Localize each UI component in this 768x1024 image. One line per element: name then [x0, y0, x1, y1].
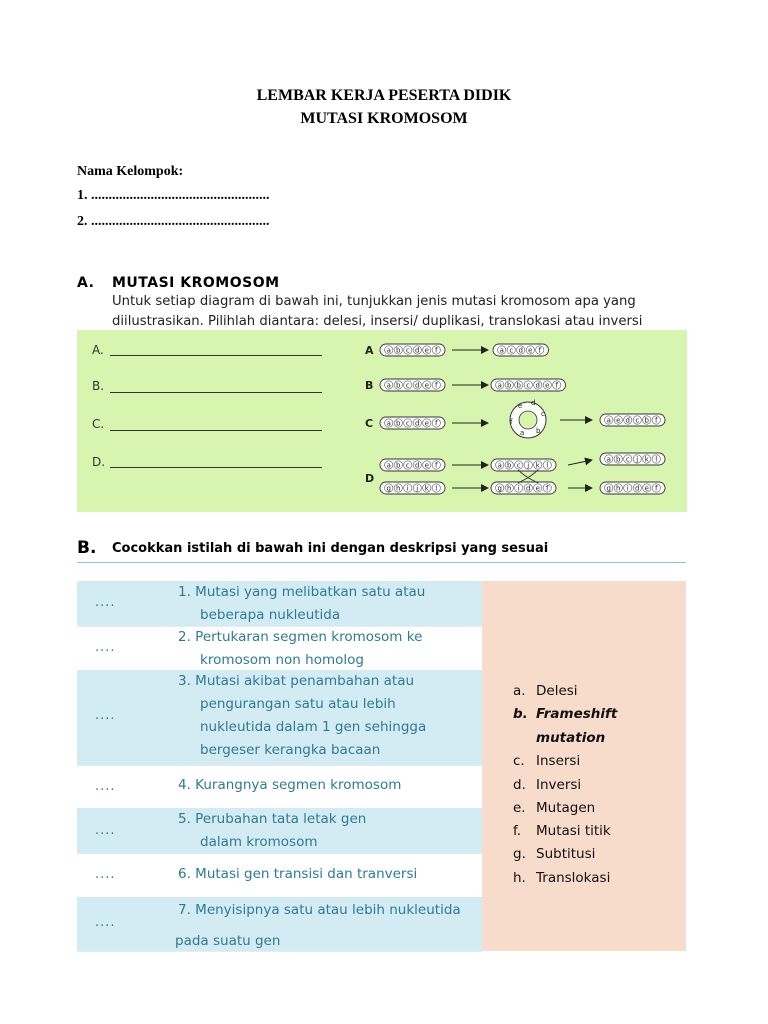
option-b-continued: mutation: [536, 730, 606, 746]
gene-label: f: [546, 484, 549, 493]
gene-label: e: [424, 461, 429, 470]
gene-label: b: [644, 416, 649, 425]
section-a-letter: A.: [77, 275, 95, 291]
table-row: [77, 765, 482, 809]
diagram-label-d: D: [365, 472, 375, 485]
section-b-title: Cocokkan istilah di bawah ini dengan deskripsi yang sesuai: [112, 541, 549, 556]
answer-line-b[interactable]: [110, 392, 322, 393]
gene-label: h: [616, 484, 621, 493]
gene-label: b: [536, 427, 541, 435]
gene-label: e: [424, 381, 429, 390]
gene-label: e: [528, 346, 533, 355]
section-a-instruction-1: Untuk setiap diagram di bawah ini, tunjukkan jenis mutasi kromosom apa yang: [112, 294, 636, 309]
gene-label: d: [531, 399, 536, 407]
description-5: 5. Perubahan tata letak gen dalam kromosom: [178, 811, 367, 850]
option-d: d. Inversi: [513, 777, 582, 793]
description-2: 2. Pertukaran segmen kromosom ke kromosom non homolog: [178, 629, 423, 668]
answer-label-d: D.: [92, 455, 106, 469]
answer-blank[interactable]: ....: [95, 640, 116, 655]
gene-label: f: [435, 381, 438, 390]
chromosome-d-before-top: [380, 459, 445, 471]
gene-label: i: [406, 484, 409, 493]
gene-label: c: [526, 381, 531, 390]
gene-label: e: [535, 484, 540, 493]
gene-label: c: [625, 455, 630, 464]
option-f: f. Mutasi titik: [513, 823, 611, 839]
option-c: c. Insersi: [513, 753, 581, 769]
chromosome-b-before: [380, 379, 445, 391]
gene-label: c: [541, 410, 545, 418]
gene-label: b: [396, 381, 401, 390]
group-member-1: 1. ...................................................: [77, 188, 270, 203]
gene-label: c: [405, 419, 410, 428]
gene-label: c: [635, 416, 640, 425]
gene-label: b: [616, 455, 621, 464]
gene-label: f: [435, 346, 438, 355]
gene-label: c: [405, 346, 410, 355]
gene-label: a: [606, 416, 611, 425]
gene-label: a: [386, 419, 391, 428]
gene-label: g: [606, 484, 611, 493]
gene-label: a: [497, 461, 502, 470]
gene-label: a: [499, 346, 504, 355]
gene-label: f: [510, 418, 513, 426]
gene-label: c: [405, 461, 410, 470]
option-h: h. Translokasi: [513, 870, 611, 886]
answer-blank[interactable]: ....: [95, 915, 116, 930]
gene-label: d: [526, 484, 531, 493]
worksheet-subtitle: MUTASI KROMOSOM: [300, 110, 468, 127]
gene-label: h: [507, 484, 512, 493]
diagram-label-c: C: [365, 417, 374, 430]
gene-label: f: [655, 416, 658, 425]
answer-blank[interactable]: ....: [95, 823, 116, 838]
description-1: 1. Mutasi yang melibatkan satu atau beberapa nukleutida: [178, 584, 426, 623]
gene-label: j: [416, 484, 419, 493]
gene-label: e: [545, 381, 550, 390]
gene-label: f: [435, 419, 438, 428]
gene-label: a: [497, 381, 502, 390]
gene-label: d: [625, 416, 630, 425]
gene-label: f: [655, 484, 658, 493]
table-row: [77, 853, 482, 898]
section-a-instruction-2: diilustrasikan. Pilihlah diantara: delesi, insersi/ duplikasi, translokasi atau inversi: [112, 314, 643, 329]
gene-label: a: [386, 461, 391, 470]
gene-label: e: [424, 346, 429, 355]
gene-label: e: [644, 484, 649, 493]
gene-label: a: [386, 346, 391, 355]
arrow-icon: [568, 460, 592, 465]
answer-label-b: B.: [92, 379, 105, 393]
description-3: 3. Mutasi akibat penambahan atau pengurangan satu atau lebih nukleutida dalam 1 gen sehingga bergeser kerangka bacaan: [178, 673, 427, 758]
gene-label: l: [655, 455, 658, 464]
chromosome-d-exchange-bottom: [491, 482, 556, 494]
answer-label-c: C.: [92, 417, 105, 431]
gene-label: j: [527, 461, 530, 470]
description-4: 4. Kurangnya segmen kromosom: [178, 777, 402, 793]
chromosome-c-before: [380, 417, 445, 429]
chromosome-c-inversion-loop: [510, 399, 546, 438]
option-g: g. Subtitusi: [513, 846, 596, 862]
chromosome-c-after: [600, 414, 665, 426]
answer-blank[interactable]: ....: [95, 708, 116, 723]
gene-label: b: [516, 381, 521, 390]
chromosome-a-after: [493, 344, 549, 356]
gene-label: b: [507, 461, 512, 470]
option-e: e. Mutagen: [513, 800, 596, 816]
gene-label: j: [636, 455, 639, 464]
gene-label: c: [509, 346, 514, 355]
option-a: a. Delesi: [513, 683, 578, 699]
gene-label: e: [424, 419, 429, 428]
gene-label: h: [396, 484, 401, 493]
answer-line-d[interactable]: [110, 467, 322, 468]
table-row: [77, 670, 482, 766]
table-row: [77, 581, 482, 627]
group-member-2: 2. ...................................................: [77, 214, 270, 229]
answer-blank[interactable]: ....: [95, 779, 116, 794]
gene-label: l: [546, 461, 549, 470]
table-row: [77, 808, 482, 854]
chromosome-d-after-bottom: [600, 482, 665, 494]
gene-label: d: [415, 381, 420, 390]
gene-label: a: [386, 381, 391, 390]
option-b: b. Frameshift: [513, 706, 618, 722]
worksheet-title: LEMBAR KERJA PESERTA DIDIK: [256, 87, 512, 104]
group-name-label: Nama Kelompok:: [77, 164, 184, 179]
chromosome-mutation-diagrams: [360, 332, 685, 510]
chromosome-b-after: [491, 379, 566, 391]
gene-label: c: [516, 461, 521, 470]
gene-label: b: [507, 381, 512, 390]
gene-label: k: [535, 461, 540, 470]
gene-label: g: [386, 484, 391, 493]
answer-blank[interactable]: ....: [95, 595, 116, 610]
description-6: 6. Mutasi gen transisi dan tranversi: [178, 866, 418, 882]
table-row: [77, 897, 482, 952]
gene-label: b: [396, 419, 401, 428]
gene-label: f: [555, 381, 558, 390]
gene-label: e: [616, 416, 621, 425]
gene-label: l: [435, 484, 438, 493]
gene-label: d: [415, 461, 420, 470]
answer-line-a[interactable]: [110, 355, 322, 356]
gene-label: i: [517, 484, 520, 493]
answer-line-c[interactable]: [110, 430, 322, 431]
gene-label: c: [405, 381, 410, 390]
section-b-divider: [77, 562, 686, 563]
gene-label: e: [518, 402, 523, 410]
description-7: 7. Menyisipnya satu atau lebih nukleutida pada suatu gen: [175, 902, 461, 949]
answer-label-a: A.: [92, 343, 104, 357]
gene-label: d: [415, 419, 420, 428]
diagram-label-b: B: [365, 379, 374, 392]
gene-label: f: [538, 346, 541, 355]
chromosome-d-after-top: [600, 453, 665, 465]
crossover-lines: [518, 470, 538, 483]
section-b-letter: B.: [77, 538, 97, 558]
gene-label: d: [535, 381, 540, 390]
gene-label: a: [520, 429, 525, 437]
gene-label: d: [635, 484, 640, 493]
gene-label: b: [396, 346, 401, 355]
gene-label: g: [497, 484, 502, 493]
gene-label: k: [424, 484, 429, 493]
gene-label: b: [396, 461, 401, 470]
answer-blank[interactable]: ....: [95, 867, 116, 882]
gene-label: f: [435, 461, 438, 470]
gene-label: a: [606, 455, 611, 464]
chromosome-d-exchange-top: [491, 459, 556, 471]
diagram-label-a: A: [365, 344, 374, 357]
section-a-title: MUTASI KROMOSOM: [112, 275, 280, 291]
chromosome-d-before-bottom: [380, 482, 445, 494]
chromosome-a-before: [380, 344, 445, 356]
table-row: [77, 626, 482, 671]
gene-label: i: [626, 484, 629, 493]
gene-label: k: [644, 455, 649, 464]
gene-label: d: [415, 346, 420, 355]
gene-label: d: [518, 346, 523, 355]
